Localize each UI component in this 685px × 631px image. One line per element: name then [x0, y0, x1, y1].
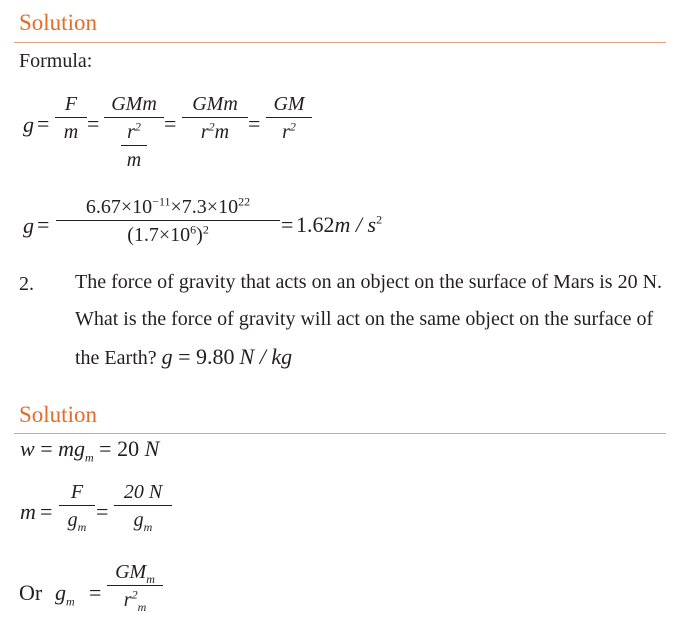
- formula-label: Formula:: [19, 50, 93, 72]
- exponent: 2: [208, 119, 215, 134]
- fraction-gmm-over-r2m: [107, 561, 163, 614]
- denominator: [107, 587, 163, 614]
- fraction-bar: [121, 145, 147, 146]
- r-symbol: r: [200, 121, 209, 143]
- subscript: m: [137, 600, 147, 614]
- question-number: 2.: [19, 273, 34, 295]
- r-symbol: r: [282, 121, 290, 143]
- weight-equation: $w = mg_m = 20$ N: [20, 436, 160, 465]
- numerator: F: [64, 93, 78, 115]
- r-symbol: r: [127, 121, 135, 143]
- equals-sign: =: [89, 580, 102, 605]
- g-symbol: g: [67, 509, 78, 531]
- eq-lhs: m: [20, 499, 36, 524]
- numerator: [56, 196, 280, 218]
- solution-heading: Solution: [19, 10, 97, 35]
- or-label: Or: [19, 580, 43, 605]
- fraction-bar: [114, 505, 172, 506]
- m-symbol: m: [214, 121, 230, 143]
- equals-sign: =: [96, 499, 109, 524]
- g-symbol: [55, 580, 75, 609]
- g-letter: g: [55, 580, 66, 605]
- numerator: 20 N: [123, 481, 163, 503]
- heading-rule: [14, 433, 666, 434]
- subscript: m: [77, 520, 87, 534]
- fraction-gmm-over-r2-over-m: [104, 93, 164, 171]
- number: 1.62: [296, 212, 335, 237]
- subscript: m: [146, 572, 155, 586]
- eq-lhs: g: [23, 213, 34, 238]
- fraction-f-over-m: [55, 93, 87, 143]
- paren: ): [196, 224, 203, 246]
- numerator: F: [70, 481, 84, 503]
- denominator: m: [63, 121, 79, 143]
- w-symbol: w: [20, 436, 35, 461]
- result-value: [296, 212, 382, 238]
- equals-sign: =: [281, 212, 294, 237]
- exponent: 22: [238, 194, 251, 209]
- fraction-bar: [59, 505, 95, 506]
- denominator: m: [126, 149, 142, 171]
- r-symbol: r: [123, 589, 132, 611]
- numerator: GMm: [111, 93, 157, 115]
- solution-heading: Solution: [19, 402, 97, 427]
- denominator: [182, 121, 248, 143]
- mantissa: (1.7×10: [127, 224, 191, 246]
- g-symbol: g: [133, 509, 144, 531]
- fraction-20n-over-gm: [114, 481, 172, 534]
- subscript: m: [85, 450, 94, 465]
- question-text: The force of gravity that acts on an object on the surface of Mars is 20 N. What is the force of gravity will act on the same object on the surface of the Earth? g = 9.80 N / kg: [75, 271, 663, 369]
- exponent: −11: [152, 194, 171, 209]
- fraction-bar: [55, 117, 87, 118]
- given-unit: N / kg: [239, 344, 293, 369]
- numerator: GM: [273, 93, 305, 115]
- exponent: 2: [376, 212, 383, 227]
- mg-symbol: mg: [58, 436, 85, 461]
- fraction-gmm-over-r2m: [182, 93, 248, 143]
- equals-sign: =: [37, 111, 50, 136]
- question-body: The force of gravity that acts on an object on the surface of Mars is 20 N. What is the force of gravity will act on the same object on the surface of the Earth?: [75, 271, 663, 369]
- equals-sign: =: [164, 111, 177, 136]
- subscript: m: [66, 594, 75, 609]
- given-value: 9.80: [196, 344, 235, 369]
- numerator: [107, 561, 163, 586]
- mantissa: 6.67×10: [85, 196, 153, 218]
- denominator: [59, 509, 95, 534]
- equals-sign: =: [87, 111, 100, 136]
- fraction-bar: [56, 220, 280, 221]
- exponent: 2: [131, 587, 138, 602]
- given-g: g: [161, 344, 173, 369]
- denominator: [114, 509, 172, 534]
- calculation-fraction: [56, 196, 280, 246]
- fraction-bar: [182, 117, 248, 118]
- equals-sign: =: [248, 111, 261, 136]
- denominator: [266, 121, 312, 143]
- fraction-bar: [266, 117, 312, 118]
- denominator: [104, 121, 164, 143]
- value: 20: [117, 436, 140, 461]
- gm-symbol: GM: [115, 561, 147, 583]
- heading-rule: [14, 42, 666, 43]
- denominator: [56, 224, 280, 246]
- equals-sign: =: [40, 499, 53, 524]
- equals-sign: =: [37, 212, 50, 237]
- numerator: GMm: [192, 93, 238, 115]
- unit: N: [144, 436, 160, 461]
- unit: m / s: [334, 212, 377, 237]
- eq-lhs: g: [23, 112, 34, 137]
- fraction-f-over-gm: [59, 481, 95, 534]
- fraction-bar: [104, 117, 164, 118]
- subscript: m: [143, 520, 153, 534]
- exponent: 2: [289, 119, 296, 134]
- exponent: 2: [202, 222, 209, 237]
- fraction-gm-over-r2: [266, 93, 312, 143]
- exponent: 2: [134, 119, 141, 134]
- mantissa: ×7.3×10: [170, 196, 239, 218]
- exponent: 6: [190, 222, 197, 237]
